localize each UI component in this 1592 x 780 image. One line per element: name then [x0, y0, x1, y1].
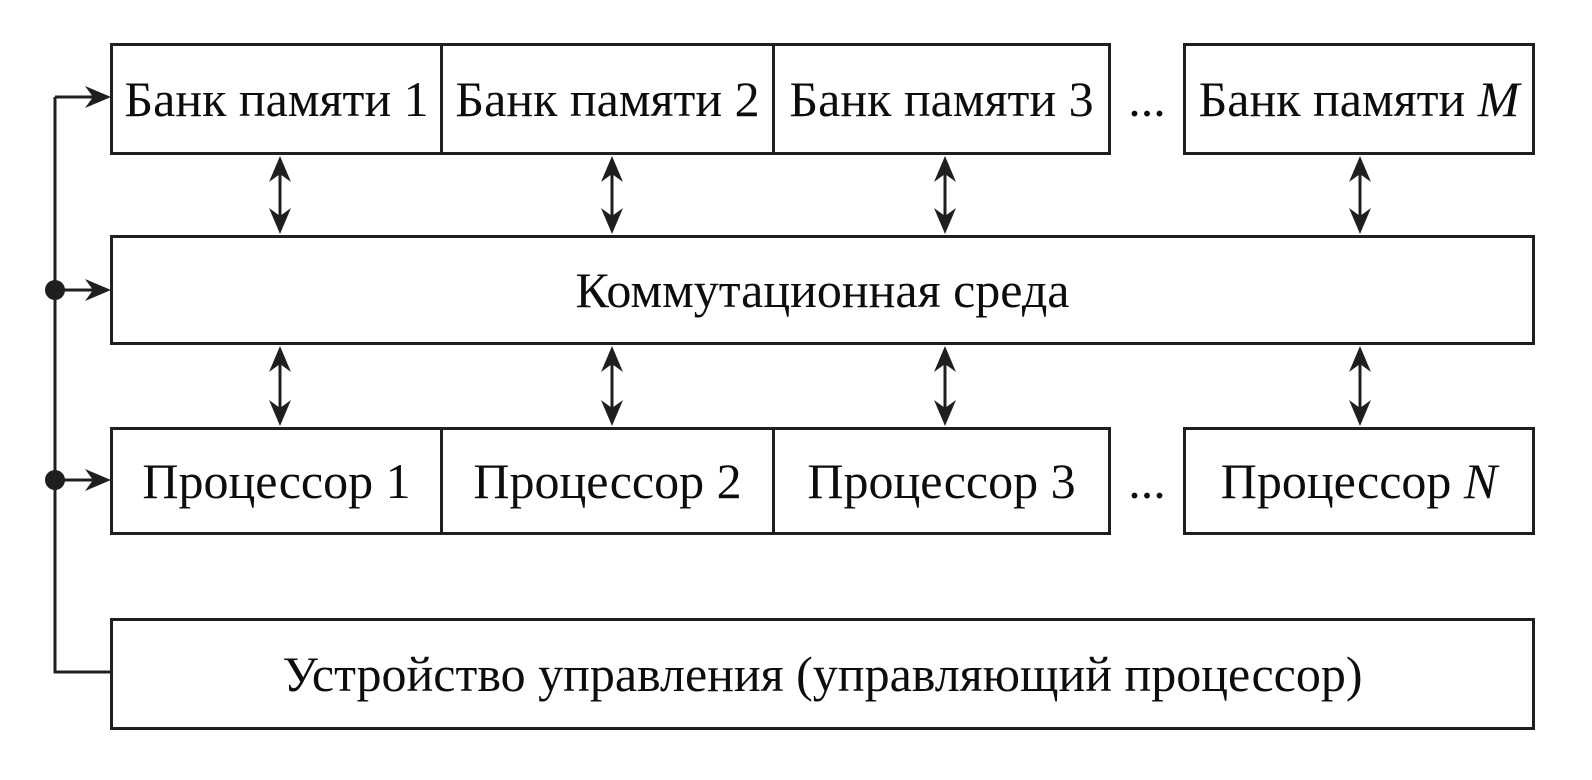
memory-row-ellipsis [1111, 43, 1183, 155]
memory-bank-2-label: Банк памяти 2 [455, 70, 760, 127]
memory-row-ellipsis-text: ... [1128, 71, 1166, 127]
processor-1-label: Процессор 1 [142, 452, 411, 509]
junction-dot-switch [45, 280, 65, 300]
bidirectional-arrow-processor-3 [934, 346, 956, 426]
processor-n-index: N [1463, 452, 1498, 509]
memory-bank-1-label: Банк памяти 1 [124, 70, 429, 127]
processor-1-box [110, 427, 443, 535]
bidirectional-arrow-processor-N [1349, 346, 1371, 426]
bidirectional-arrow-memory-3 [934, 156, 956, 234]
processor-n-label-prefix: Процессор [1220, 452, 1464, 509]
processor-2-label: Процессор 2 [473, 452, 742, 509]
control-bus-line [55, 97, 112, 672]
memory-bank-m-label-prefix: Банк памяти [1198, 70, 1478, 127]
control-unit-label: Устройство управления (управляющий процессор) [282, 645, 1363, 702]
bidirectional-arrow-processor-2 [601, 346, 623, 426]
bidirectional-arrow-memory-2 [601, 156, 623, 234]
processor-3-box [772, 427, 1111, 535]
bidirectional-arrow-memory-1 [269, 156, 291, 234]
memory-bank-3-label: Банк памяти 3 [789, 70, 1094, 127]
bidirectional-arrow-memory-M [1349, 156, 1371, 234]
switching-medium-label: Коммутационная среда [575, 261, 1070, 318]
memory-bank-1-box [110, 43, 443, 155]
memory-bank-m-label [1199, 72, 1520, 127]
processor-n-label [1221, 454, 1498, 509]
processor-n-box [1183, 427, 1535, 535]
memory-bank-2-box [440, 43, 775, 155]
processor-3-label: Процессор 3 [807, 452, 1076, 509]
memory-bank-m-index: M [1477, 70, 1520, 127]
memory-bank-m-box [1183, 43, 1535, 155]
junction-dot-processor [45, 470, 65, 490]
control-bus-trunk [55, 97, 112, 672]
processor-row-ellipsis [1111, 427, 1183, 535]
memory-bank-3-box [772, 43, 1111, 155]
bidirectional-arrow-processor-1 [269, 346, 291, 426]
processor-2-box [440, 427, 775, 535]
switching-medium-box [110, 235, 1535, 345]
processor-row-ellipsis-text: ... [1128, 453, 1166, 509]
control-unit-box [110, 618, 1535, 730]
